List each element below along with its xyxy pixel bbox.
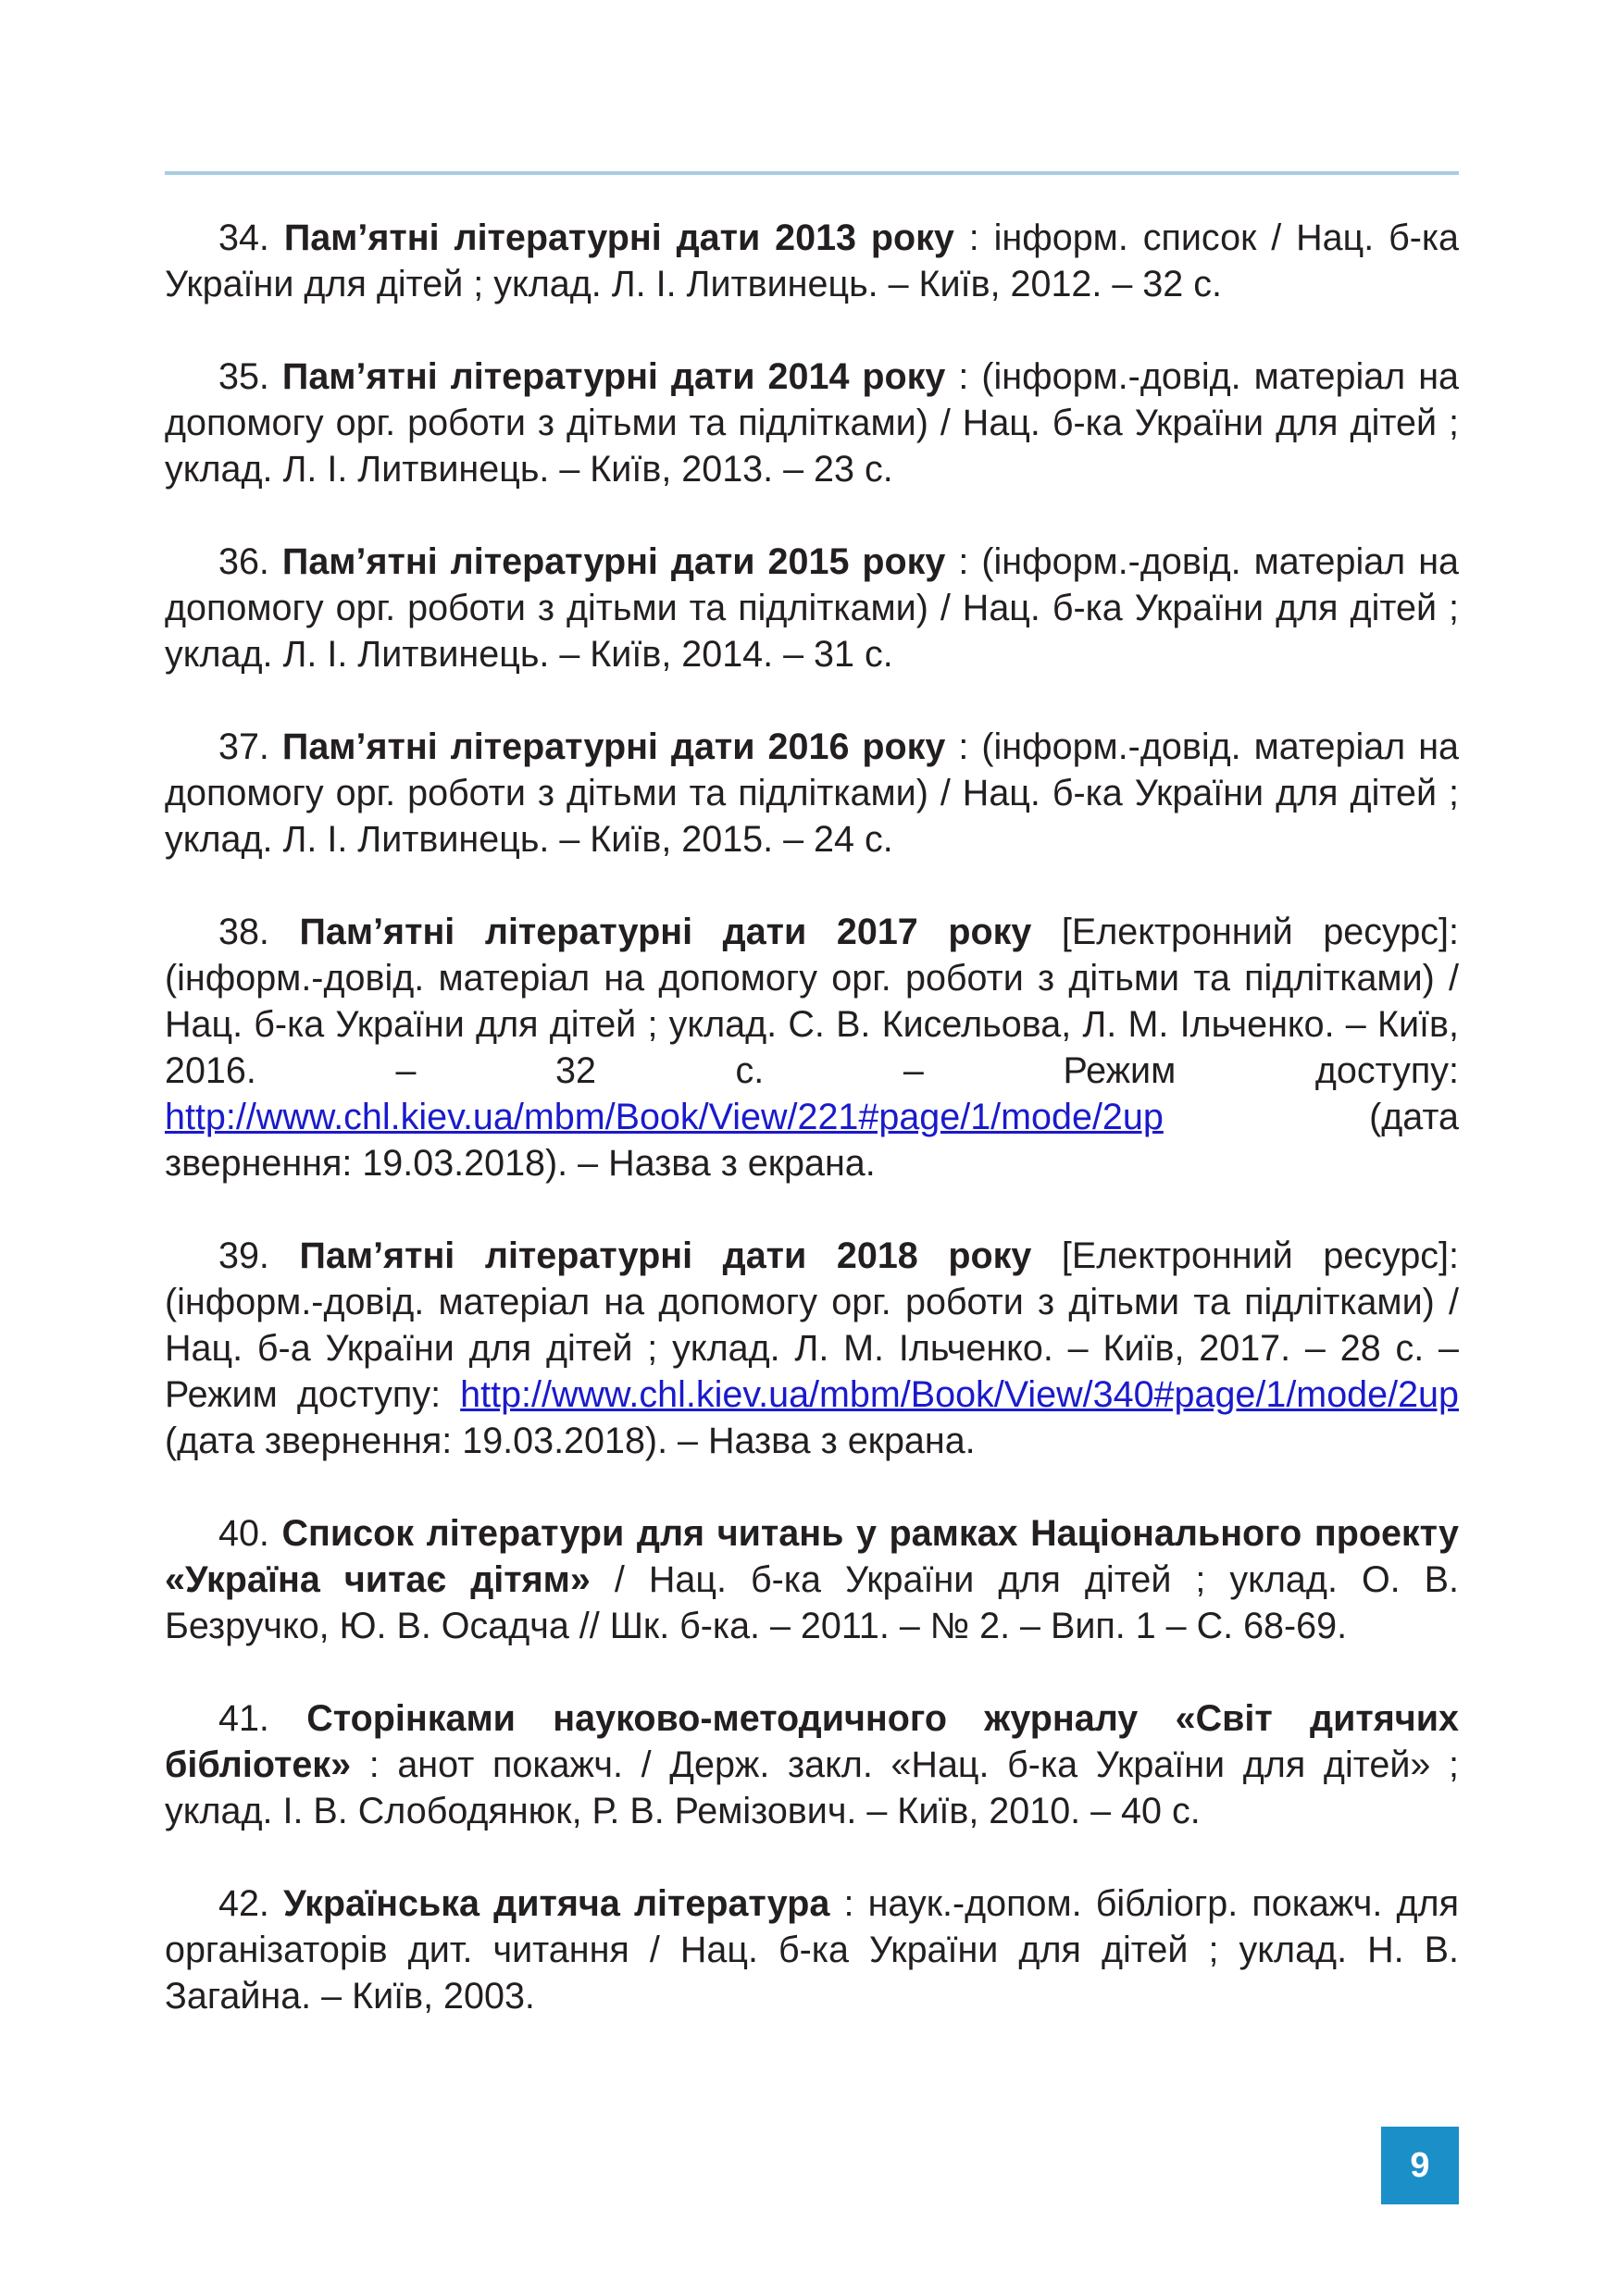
entry-number: 42.: [218, 1883, 269, 1924]
entry-description: : анот покажч. / Держ. закл. «Нац. б-ка України для дітей» ; уклад. І. В. Слободянюк, Р. В. Ремізович. – Київ, 2010. – 40 с.: [165, 1744, 1459, 1831]
page-number: 9: [1410, 2145, 1430, 2185]
entry-description: : (інформ.-довід. матеріал на допомогу орг. роботи з дітьми та підлітками) / Нац. б-ка України для дітей ; уклад. Л. І. Литвинець. – Київ, 2014. – 31 с.: [165, 541, 1460, 675]
entry-description: : наук.-допом. бібліогр. покажч. для організаторів дит. читання / Нац. б-ка України для дітей ; уклад. Н. В. Загайна. – Київ, 2003.: [165, 1883, 1459, 2017]
entry-number: 37.: [218, 726, 269, 767]
entry-title: Пам’ятні літературні дати 2016 року: [281, 726, 946, 767]
bibliography-entry: [165, 1880, 1459, 2019]
entry-title: Українська дитяча література: [283, 1883, 830, 1924]
bibliography-entry: [165, 1695, 1459, 1834]
bibliography-entry: [165, 215, 1459, 307]
page-number-badge: [1381, 2127, 1459, 2204]
entry-number: 39.: [218, 1235, 269, 1276]
entry-title: Сторінками науково-методичного журналу «Світ дитячих бібліотек»: [165, 1698, 1459, 1785]
header-rule: [165, 171, 1459, 175]
bibliography-entry: [165, 724, 1459, 863]
entry-description: [Електронний ресурс]: (інформ.-довід. матеріал на допомогу орг. роботи з дітьми та підлітками) / Нац. б-ка України для дітей ; уклад. С. В. Кисельова, Л. М. Ільченко. – Київ, 2016. – 32 с. – Режим доступу:: [165, 912, 1459, 1091]
entry-link[interactable]: http://www.chl.kiev.ua/mbm/Book/View/221#page/1/mode/2up: [165, 1097, 1164, 1137]
entry-description: : (інформ.-довід. матеріал на допомогу орг. роботи з дітьми та підлітками) / Нац. б-ка України для дітей ; уклад. Л. І. Литвинець. – Київ, 2015. – 24 с.: [165, 726, 1460, 860]
entry-link[interactable]: http://www.chl.kiev.ua/mbm/Book/View/340#page/1/mode/2up: [460, 1374, 1459, 1415]
entry-title: Пам’ятні літературні дати 2018 року: [299, 1235, 1032, 1276]
entry-title: Пам’ятні літературні дати 2014 року: [281, 356, 946, 397]
entry-title: Пам’ятні літературні дати 2015 року: [281, 541, 946, 582]
entry-description-end: (дата звернення: 19.03.2018). – Назва з екрана.: [165, 1097, 1459, 1184]
entry-description: / Нац. б-ка України для дітей ; уклад. О. В. Безручко, Ю. В. Осадча // Шк. б-ка. – 2011. – № 2. – Вип. 1 – С. 68-69.: [165, 1559, 1459, 1646]
entry-number: 36.: [218, 541, 269, 582]
entry-number: 34.: [218, 217, 269, 258]
entry-description: : інформ. список / Нац. б-ка України для дітей ; уклад. Л. І. Литвинець. – Київ, 2012. – 32 с.: [165, 217, 1459, 304]
entry-description: : (інформ.-довід. матеріал на допомогу орг. роботи з дітьми та підлітками) / Нац. б-ка України для дітей ; уклад. Л. І. Литвинець. – Київ, 2013. – 23 с.: [165, 356, 1460, 490]
entry-title: Список літератури для читань у рамках Національного проекту «Україна читає дітям»: [165, 1513, 1459, 1600]
bibliography-entry: [165, 1510, 1459, 1649]
entry-number: 40.: [218, 1513, 269, 1554]
entry-number: 35.: [218, 356, 269, 397]
entry-number: 41.: [218, 1698, 269, 1739]
bibliography-entry: [165, 539, 1459, 677]
bibliography-entry: [165, 1233, 1459, 1464]
entry-title: Пам’ятні літературні дати 2013 року: [283, 217, 954, 258]
bibliography-list: [165, 215, 1459, 2066]
bibliography-entry: [165, 354, 1459, 492]
bibliography-entry: [165, 909, 1459, 1186]
entry-title: Пам’ятні літературні дати 2017 року: [299, 912, 1032, 952]
entry-description: [Електронний ресурс]: (інформ.-довід. матеріал на допомогу орг. роботи з дітьми та підлітками) / Нац. б-а України для дітей ; уклад. Л. М. Ільченко. – Київ, 2017. – 28 с. – Режим доступу:: [165, 1235, 1459, 1415]
entry-number: 38.: [218, 912, 269, 952]
entry-description-end: (дата звернення: 19.03.2018). – Назва з екрана.: [165, 1421, 976, 1461]
